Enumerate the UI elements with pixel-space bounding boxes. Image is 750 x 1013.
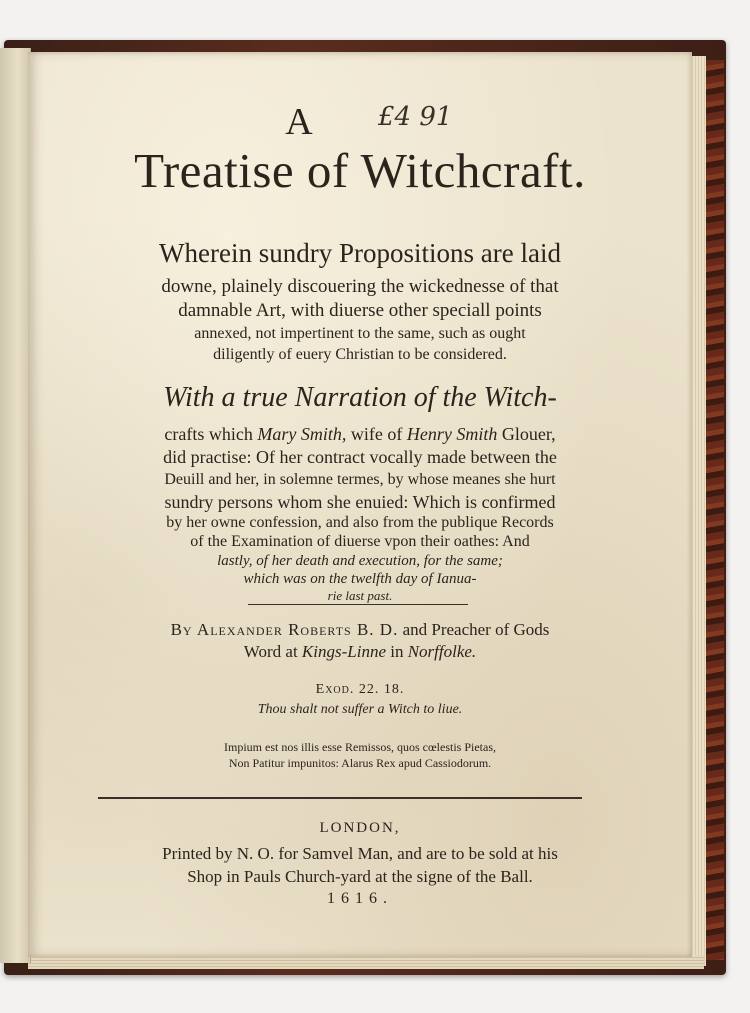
author-line-2: Word at Kings-Linne in Norffolke. xyxy=(243,642,477,661)
rule-upper xyxy=(248,604,468,605)
rule-lower xyxy=(98,797,582,799)
title-page xyxy=(28,52,692,957)
narration-line-6: by her owne confession, and also from the publique Records xyxy=(166,514,554,531)
narration-line-5: sundry persons whom she enuied: Which is confirmed xyxy=(164,492,556,512)
narration-line-8: lastly, of her death and execution, for the same; xyxy=(217,553,503,569)
scripture-reference: Exod. 22. 18. xyxy=(315,682,405,697)
author-line-1: By Alexander Roberts B. D. and Preacher of Gods xyxy=(170,620,550,639)
title-article: A xyxy=(285,101,315,143)
page-edges xyxy=(690,56,706,966)
imprint-line-2: Shop in Pauls Church-yard at the signe of the Ball. xyxy=(187,867,533,886)
scripture-text: Thou shalt not suffer a Witch to liue. xyxy=(257,702,463,717)
narration-heading: With a true Narration of the Witch- xyxy=(163,382,557,413)
narration-line-3: did practise: Of her contract vocally made between the xyxy=(163,447,557,467)
handwritten-price-note: £4 91 xyxy=(378,102,453,132)
latin-quote-line-1: Impium est nos illis esse Remissos, quos cœlestis Pietas, xyxy=(224,740,496,754)
subtitle-line-2: downe, plainely discouering the wickednesse of that xyxy=(161,276,559,297)
subtitle-line-3: damnable Art, with diuerse other speciall points xyxy=(178,300,542,321)
imprint-city: LONDON, xyxy=(319,820,401,836)
narration-line-2: crafts which Mary Smith, wife of Henry Smith Glouer, xyxy=(164,424,556,444)
subtitle-line-5: diligently of euery Christian to be considered. xyxy=(213,346,507,363)
imprint-year: 1616. xyxy=(327,890,393,907)
narration-line-7: of the Examination of diuerse vpon their oathes: And xyxy=(190,533,530,550)
imprint-line-1: Printed by N. O. for Samvel Man, and are to be sold at his xyxy=(162,844,558,863)
page-bottom-edges xyxy=(28,955,704,969)
narration-line-4: Deuill and her, in solemne termes, by whose meanes she hurt xyxy=(164,471,556,488)
latin-quote-line-2: Non Patitur impunitos: Alarus Rex apud Cassiodorum. xyxy=(228,756,492,770)
left-flyleaf xyxy=(0,48,31,963)
narration-line-10: rie last past. xyxy=(327,588,393,603)
title-main: Treatise of Witchcraft. xyxy=(134,143,586,198)
narration-line-9: which was on the twelfth day of Ianua- xyxy=(243,571,477,587)
subtitle-line-4: annexed, not impertinent to the same, such as ought xyxy=(194,325,526,342)
subtitle-line-1: Wherein sundry Propositions are laid xyxy=(159,238,561,268)
